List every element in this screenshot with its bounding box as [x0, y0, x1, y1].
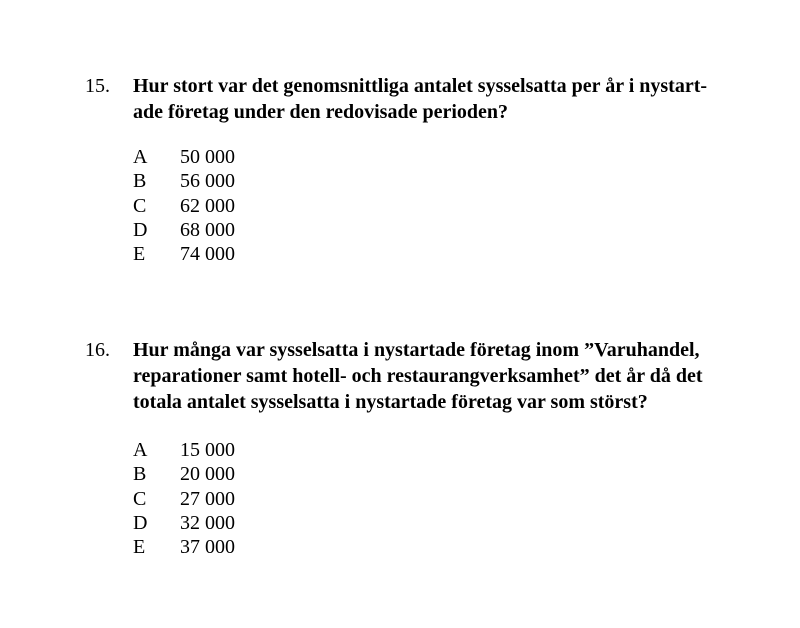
option-letter: B [133, 170, 147, 193]
option-letter: D [133, 219, 148, 242]
question-16-number: 16. [85, 339, 110, 361]
option-value: 37 000 [180, 536, 235, 559]
option-row [133, 462, 235, 486]
option-value: 32 000 [180, 512, 235, 535]
question-15-number: 15. [85, 75, 110, 97]
question-text-line: Hur stort var det genomsnittliga antalet sysselsatta per år i nystart- [133, 75, 708, 97]
question-15-text [133, 73, 707, 125]
option-row [133, 218, 235, 242]
question-16-text [133, 337, 703, 415]
option-row [133, 145, 235, 169]
option-letter: C [133, 194, 147, 217]
question-text-line: reparationer samt hotell- och restaurangverksamhet” det år då det [133, 365, 703, 387]
option-letter: B [133, 463, 147, 486]
question-text-line: ade företag under den redovisade perioden? [133, 101, 509, 123]
option-letter: E [133, 536, 146, 559]
option-row [133, 169, 235, 193]
option-value: 27 000 [180, 487, 235, 510]
option-row [133, 194, 235, 218]
question-16-options [133, 438, 235, 560]
option-value: 15 000 [180, 439, 235, 461]
option-letter: C [133, 487, 147, 510]
option-row [133, 438, 235, 462]
option-value: 50 000 [180, 146, 235, 168]
option-row [133, 487, 235, 511]
question-text-line: Hur många var sysselsatta i nystartade företag inom ”Varuhandel, [133, 339, 700, 361]
option-row [133, 511, 235, 535]
option-value: 74 000 [180, 243, 235, 266]
option-row [133, 535, 235, 559]
option-value: 62 000 [180, 194, 235, 217]
option-value: 56 000 [180, 170, 235, 193]
option-letter: E [133, 243, 146, 266]
question-15-options [133, 145, 235, 267]
option-row [133, 242, 235, 266]
option-value: 68 000 [180, 219, 235, 242]
option-letter: A [133, 439, 148, 461]
option-letter: D [133, 512, 148, 535]
option-value: 20 000 [180, 463, 235, 486]
option-letter: A [133, 146, 148, 168]
question-text-line: totala antalet sysselsatta i nystartade företag var som störst? [133, 391, 648, 413]
